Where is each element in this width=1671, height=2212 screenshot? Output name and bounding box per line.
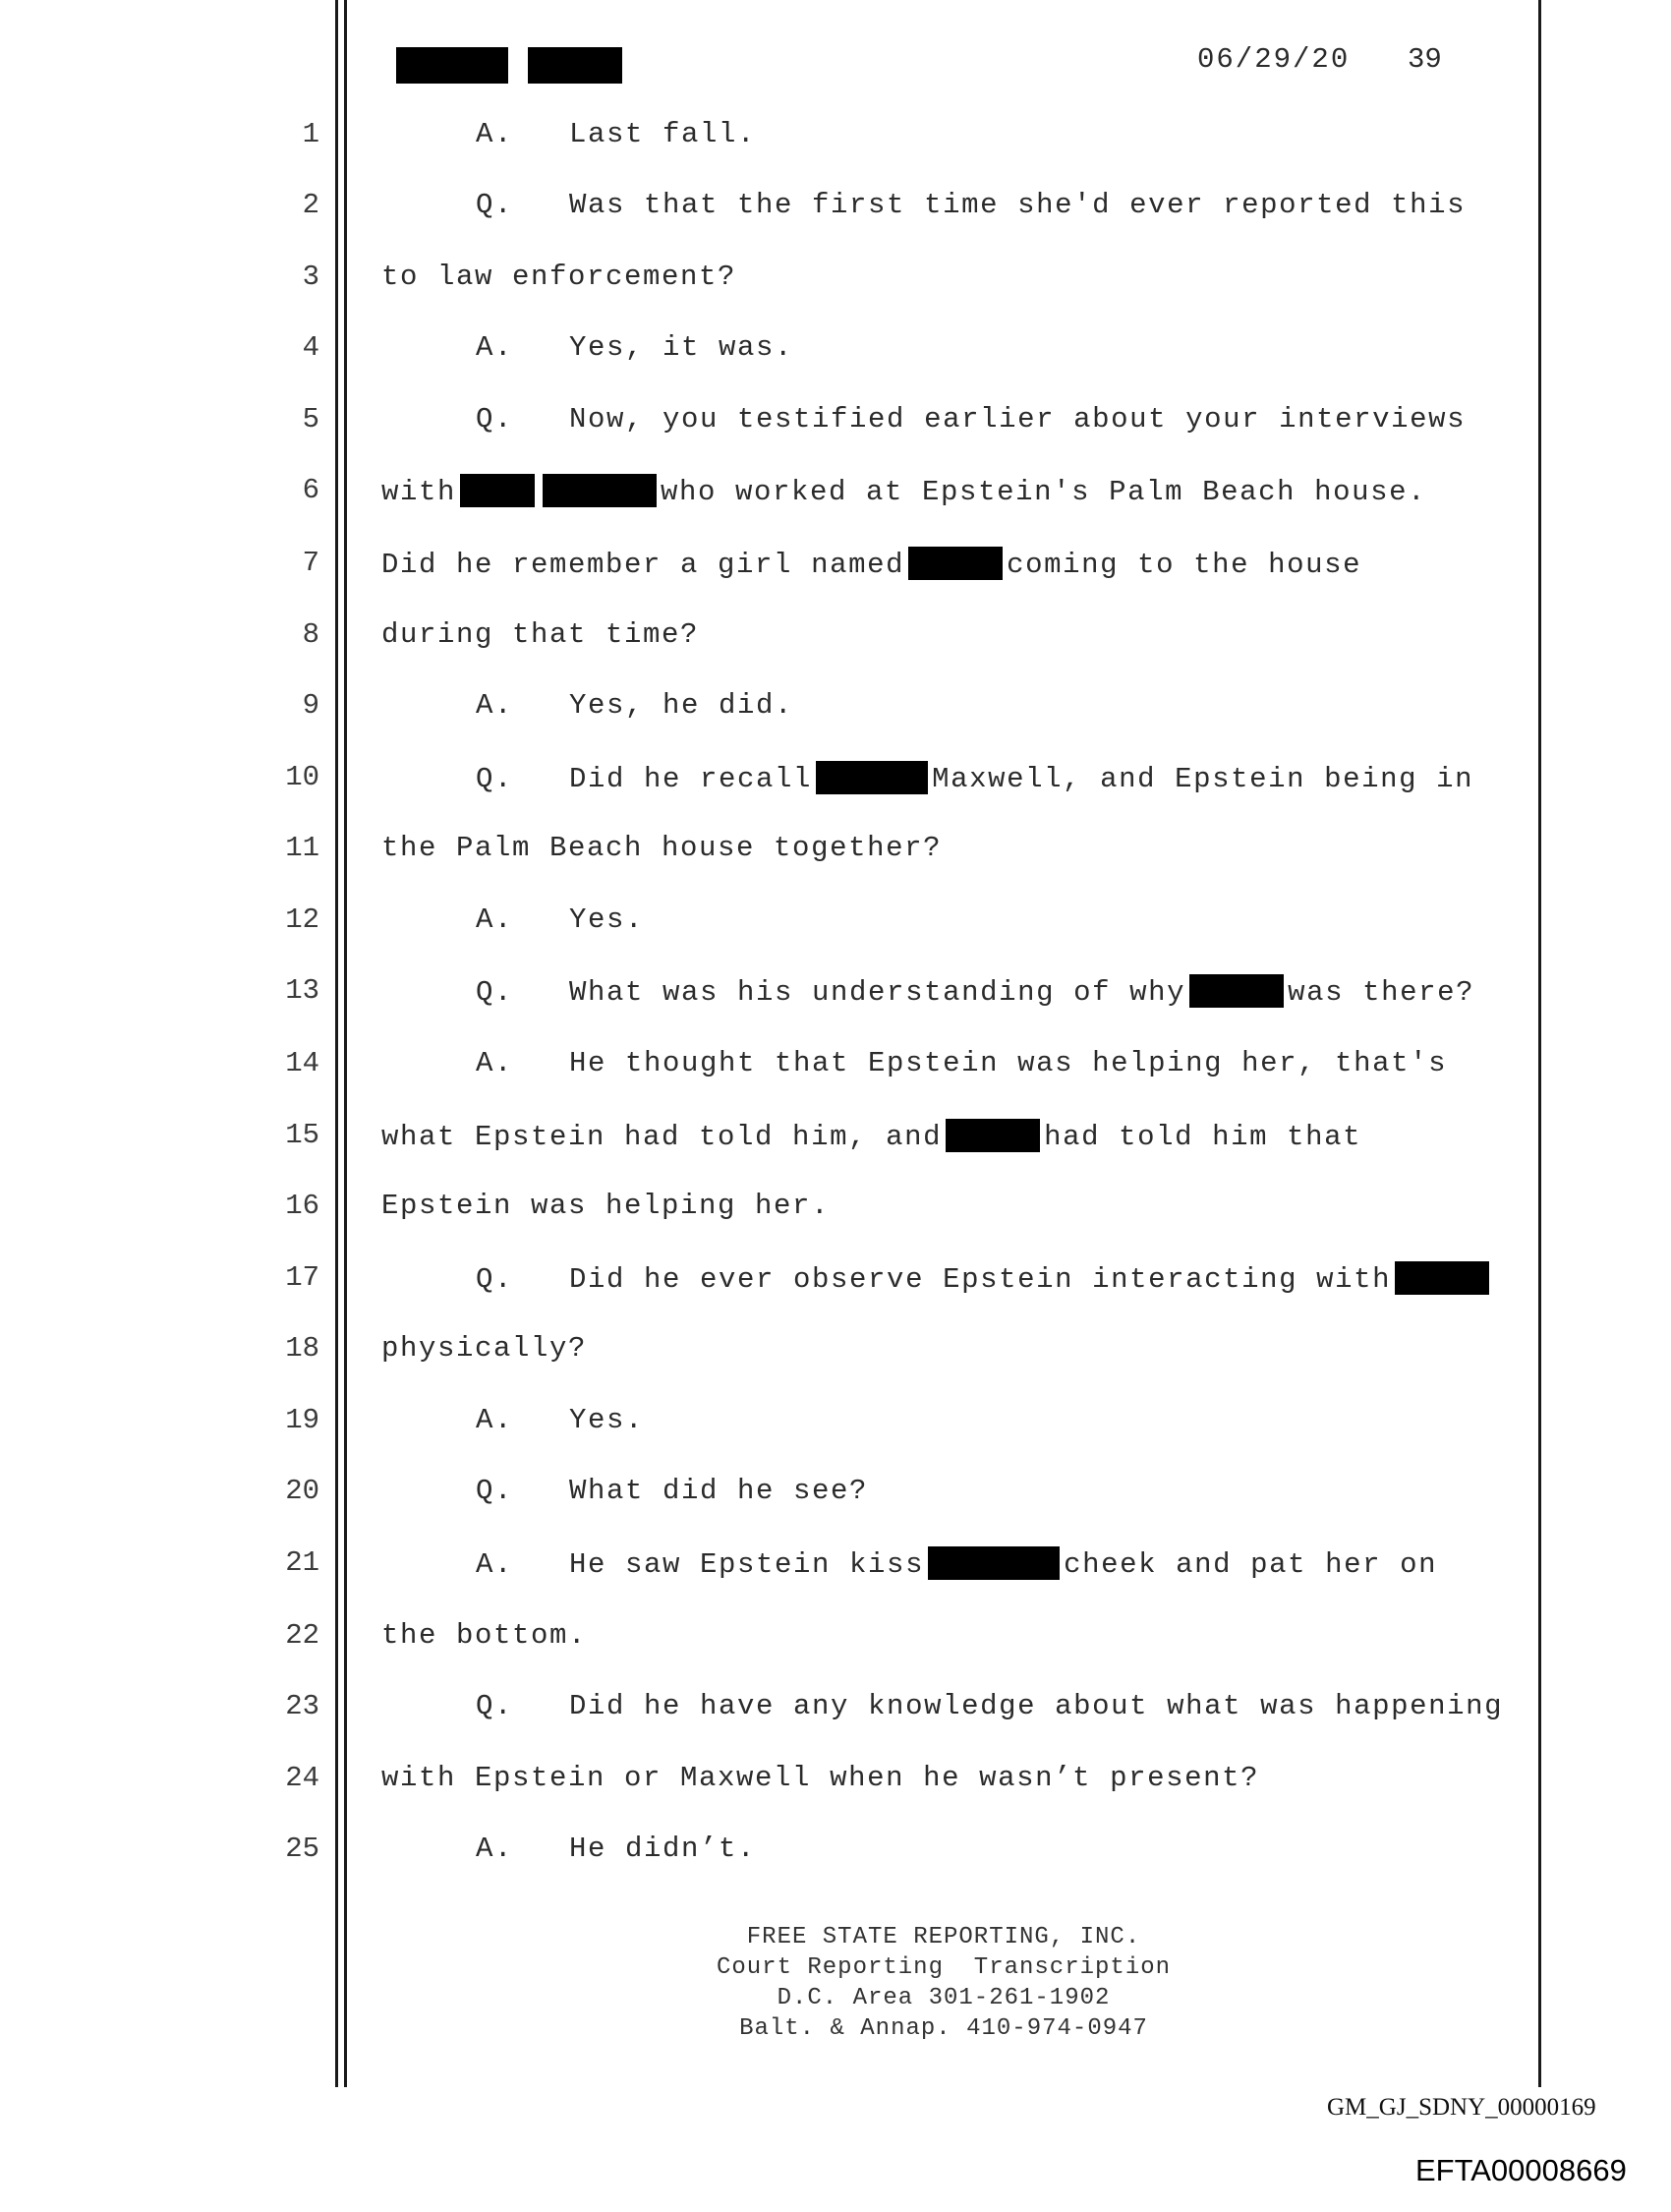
transcript-line: A. Yes, it was.	[476, 331, 794, 364]
line-number: 15	[285, 1119, 319, 1151]
transcript-line: A. He thought that Epstein was helping her, that's	[476, 1047, 1448, 1079]
transcript-line: A. He saw Epstein kiss cheek and pat her on	[476, 1548, 1438, 1581]
redaction-bar	[816, 761, 928, 794]
line-number: 14	[285, 1047, 319, 1079]
transcript-line: during that time?	[381, 618, 700, 651]
redaction-bar	[928, 1546, 1060, 1580]
transcript-line: the Palm Beach house together?	[381, 832, 943, 864]
margin-rule-right	[1538, 0, 1541, 2087]
transcript-line: with Epstein or Maxwell when he wasn’t present?	[381, 1762, 1260, 1794]
line-number: 10	[285, 761, 319, 793]
line-number: 8	[302, 618, 319, 651]
transcript-line: Q. Did he recall Maxwell, and Epstein being in	[476, 763, 1474, 795]
line-number: 18	[285, 1332, 319, 1365]
transcript-line: the bottom.	[381, 1619, 588, 1652]
line-number: 4	[302, 331, 319, 364]
reporter-footer	[550, 1922, 1337, 2044]
line-number: 13	[285, 974, 319, 1007]
line-number: 12	[285, 903, 319, 936]
redaction-bar	[1189, 974, 1284, 1008]
redaction-header-1	[396, 47, 508, 84]
line-number: 11	[285, 832, 319, 864]
transcript-line: Q. What was his understanding of why was there?	[476, 976, 1475, 1009]
transcript-line: Q. What did he see?	[476, 1475, 869, 1507]
page-number: 39	[1408, 43, 1442, 76]
margin-rule-left-outer	[335, 0, 338, 2087]
header-date: 06/29/20	[1197, 43, 1351, 76]
transcript-line: Q. Was that the first time she'd ever reported this	[476, 189, 1467, 221]
line-number: 1	[302, 118, 319, 150]
line-number: 19	[285, 1404, 319, 1436]
transcript-line: Q. Now, you testified earlier about your interviews	[476, 403, 1467, 436]
transcript-line: Q. Did he ever observe Epstein interacting with	[476, 1261, 1493, 1296]
transcript-line: Did he remember a girl named coming to the house	[381, 549, 1362, 581]
margin-rule-left-inner	[344, 0, 347, 2087]
line-number: 6	[302, 474, 319, 506]
transcript-line: A. Yes.	[476, 903, 645, 936]
line-number: 24	[285, 1762, 319, 1794]
line-number: 16	[285, 1190, 319, 1222]
footer-services: Court Reporting Transcription	[716, 1954, 1172, 1981]
line-number: 5	[302, 403, 319, 436]
redaction-bar	[543, 474, 657, 507]
line-number: 9	[302, 689, 319, 722]
line-number: 25	[285, 1833, 319, 1865]
efta-number: EFTA00008669	[1415, 2153, 1627, 2187]
footer-phone-balt: Balt. & Annap. 410-974-0947	[739, 2015, 1148, 2042]
footer-phone-dc: D.C. Area 301-261-1902	[777, 1985, 1111, 2011]
transcript-line: with who worked at Epstein's Palm Beach house.	[381, 476, 1427, 508]
line-number: 21	[285, 1546, 319, 1579]
line-number: 17	[285, 1261, 319, 1294]
transcript-line: A. Last fall.	[476, 118, 757, 150]
transcript-line: Q. Did he have any knowledge about what was happening	[476, 1690, 1504, 1722]
line-number: 2	[302, 189, 319, 221]
transcript-line: Epstein was helping her.	[381, 1190, 831, 1222]
transcript-line: to law enforcement?	[381, 261, 737, 293]
bates-number: GM_GJ_SDNY_00000169	[1327, 2094, 1596, 2121]
line-number: 3	[302, 261, 319, 293]
transcript-line: physically?	[381, 1332, 588, 1365]
line-number: 23	[285, 1690, 319, 1722]
transcript-line: A. Yes.	[476, 1404, 645, 1436]
redaction-header-2	[528, 47, 622, 84]
line-number: 20	[285, 1475, 319, 1507]
redaction-bar	[1395, 1261, 1489, 1295]
redaction-bar	[946, 1119, 1040, 1152]
footer-company: FREE STATE REPORTING, INC.	[746, 1924, 1141, 1950]
redaction-bar	[908, 547, 1003, 580]
transcript-line: what Epstein had told him, and had told him that	[381, 1121, 1362, 1153]
transcript-line: A. He didn’t.	[476, 1833, 757, 1865]
transcript-line: A. Yes, he did.	[476, 689, 794, 722]
line-number: 7	[302, 547, 319, 579]
line-number: 22	[285, 1619, 319, 1652]
redaction-bar	[460, 474, 535, 507]
